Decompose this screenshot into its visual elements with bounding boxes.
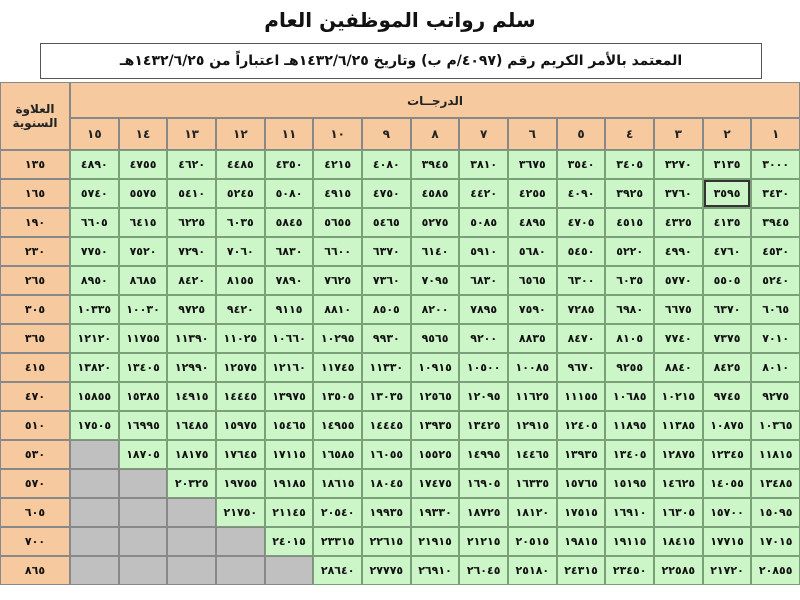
salary-cell[interactable]: ٥٧٤٠ [70,179,119,208]
salary-cell[interactable]: ١٧٠١٥ [751,527,800,556]
salary-cell[interactable]: ٦٦٠٠ [313,237,362,266]
salary-cell[interactable]: ٣٩٤٥ [411,150,460,179]
salary-cell[interactable]: ١٦٠٥٥ [362,440,411,469]
salary-cell[interactable]: ٥٧٧٠ [654,266,703,295]
salary-cell[interactable]: ٢٤٠١٥ [265,527,314,556]
salary-cell[interactable]: ٤٠٩٠ [557,179,606,208]
salary-cell[interactable]: ١٠٥٠٠ [459,353,508,382]
salary-cell[interactable]: ١٨٦١٥ [313,469,362,498]
salary-cell[interactable]: ١٢٩٩٠ [167,353,216,382]
salary-cell[interactable]: ١٤٦٢٥ [654,469,703,498]
salary-cell[interactable]: ١٣٥٠٥ [313,382,362,411]
salary-cell[interactable]: ٣٤٣٠ [751,179,800,208]
salary-cell[interactable]: ١٢٣٤٥ [703,440,752,469]
salary-cell[interactable]: ١٩٣٣٠ [411,498,460,527]
salary-cell[interactable]: ٧٥٢٠ [119,237,168,266]
salary-cell[interactable]: ٤٧٦٠ [703,237,752,266]
salary-cell[interactable]: ١٧٤٧٥ [411,469,460,498]
salary-cell[interactable]: ١١٣٩٠ [167,324,216,353]
salary-cell[interactable]: ٦٠٣٥ [605,266,654,295]
salary-cell[interactable]: ٥٤٦٥ [362,208,411,237]
salary-cell[interactable]: ٥٢٤٥ [216,179,265,208]
salary-cell[interactable]: ٢٢٥٨٥ [654,556,703,585]
salary-cell[interactable]: ١٣٤٨٥ [751,469,800,498]
allowance-cell[interactable]: ١٩٠ [0,208,70,237]
salary-cell[interactable]: ٢٢٦١٥ [362,527,411,556]
allowance-cell[interactable]: ٢٦٥ [0,266,70,295]
salary-cell[interactable]: ١٠٠٣٠ [119,295,168,324]
page-title: سلم رواتب الموظفين العام [264,8,536,32]
salary-cell[interactable]: ١٠٨٧٥ [703,411,752,440]
salary-cell[interactable]: ٢٣٣١٥ [313,527,362,556]
salary-cell[interactable]: ٤٨٩٥ [508,208,557,237]
salary-cell[interactable]: ١١٣٣٠ [362,353,411,382]
salary-cell[interactable]: ٣٤٠٥ [605,150,654,179]
salary-cell[interactable]: ٨٤٢٥ [703,353,752,382]
empty-cell[interactable] [119,469,168,498]
salary-cell[interactable]: ٧٥٩٠ [508,295,557,324]
salary-cell[interactable]: ٨١٠٥ [605,324,654,353]
grade-header-cell[interactable]: ٦ [508,118,557,150]
salary-cell[interactable]: ٨٢٠٠ [411,295,460,324]
grade-header-cell[interactable]: ١٢ [216,118,265,150]
salary-cell[interactable]: ٨٤٢٠ [167,266,216,295]
salary-cell[interactable]: ٢١٩١٥ [411,527,460,556]
allowance-cell[interactable]: ٥٧٠ [0,469,70,498]
salary-cell[interactable]: ١٢٥٦٥ [411,382,460,411]
salary-cell[interactable]: ١٣٩٣٥ [557,440,606,469]
salary-cell[interactable]: ١٣٤٢٥ [459,411,508,440]
salary-cell[interactable]: ١٤٩٩٥ [459,440,508,469]
salary-cell[interactable]: ١٦٥٨٥ [313,440,362,469]
grades-header[interactable]: الدرجــات [70,82,800,118]
salary-cell[interactable]: ١٢١٦٠ [265,353,314,382]
salary-cell[interactable]: ٦٦٧٥ [654,295,703,324]
salary-cell[interactable]: ٨٥٠٥ [362,295,411,324]
salary-cell[interactable]: ١٠٣٦٥ [751,411,800,440]
empty-cell[interactable] [265,556,314,585]
salary-cell[interactable]: ٢١٧٢٠ [703,556,752,585]
salary-cell[interactable]: ٢٤٣١٥ [557,556,606,585]
salary-cell[interactable]: ٤٧٥٠ [362,179,411,208]
salary-cell[interactable]: ٥٦٥٥ [313,208,362,237]
salary-cell[interactable]: ١٩١٨٥ [265,469,314,498]
salary-cell[interactable]: ٥٤١٠ [167,179,216,208]
allowance-cell[interactable]: ٣٦٥ [0,324,70,353]
salary-cell[interactable]: ١٣٤٠٥ [605,440,654,469]
salary-cell[interactable]: ٢١٢١٥ [459,527,508,556]
salary-cell[interactable]: ١٢١٢٠ [70,324,119,353]
salary-cell[interactable]: ٧٦٢٥ [313,266,362,295]
salary-cell[interactable]: ٦٤١٥ [119,208,168,237]
empty-cell[interactable] [119,527,168,556]
salary-cell[interactable]: ١١٧٤٥ [313,353,362,382]
salary-cell[interactable]: ٣٢٧٠ [654,150,703,179]
salary-cell[interactable]: ٤٦٢٠ [167,150,216,179]
grade-header-cell[interactable]: ٨ [411,118,460,150]
salary-cell[interactable]: ١٠٢١٥ [654,382,703,411]
salary-cell[interactable]: ١٣٠٣٥ [362,382,411,411]
salary-cell[interactable]: ٦٣٠٠ [557,266,606,295]
salary-cell[interactable]: ٣٦٧٥ [508,150,557,179]
salary-cell[interactable]: ٩٤٢٠ [216,295,265,324]
salary-cell[interactable]: ٥٠٨٠ [265,179,314,208]
salary-cell[interactable]: ٦٢٢٥ [167,208,216,237]
salary-cell[interactable]: ١٧٥١٥ [557,498,606,527]
salary-cell[interactable]: ٥٩١٠ [459,237,508,266]
allowance-cell[interactable]: ٥٣٠ [0,440,70,469]
salary-cell[interactable]: ١٤٩١٥ [167,382,216,411]
salary-cell[interactable]: ١٢٠٩٥ [459,382,508,411]
salary-cell[interactable]: ١٠٠٨٥ [508,353,557,382]
salary-cell[interactable]: ١٢٨٧٥ [654,440,703,469]
salary-cell[interactable]: ١١٠٢٥ [216,324,265,353]
salary-cell[interactable]: ١٤٩٥٥ [313,411,362,440]
salary-cell[interactable]: ٢٠٥٤٠ [313,498,362,527]
empty-cell[interactable] [167,527,216,556]
allowance-cell[interactable]: ٤١٥ [0,353,70,382]
salary-cell[interactable]: ٤٩١٥ [313,179,362,208]
salary-cell[interactable]: ٨٤٧٠ [557,324,606,353]
salary-cell[interactable]: ١٥٧٦٥ [557,469,606,498]
salary-cell[interactable]: ٩٧٤٥ [703,382,752,411]
salary-cell[interactable]: ٤٣٥٠ [265,150,314,179]
salary-cell[interactable]: ٢٦٩١٠ [411,556,460,585]
empty-cell[interactable] [119,498,168,527]
salary-cell[interactable]: ٩٦٧٠ [557,353,606,382]
salary-cell[interactable]: ٣٧٦٠ [654,179,703,208]
salary-cell[interactable]: ٨٨٣٥ [508,324,557,353]
salary-cell[interactable]: ٥٥٠٥ [703,266,752,295]
salary-cell[interactable]: ٥٢٢٠ [605,237,654,266]
salary-cell[interactable]: ٤٨٩٠ [70,150,119,179]
salary-cell[interactable]: ٥٢٧٥ [411,208,460,237]
salary-cell[interactable]: ٣١٣٥ [703,150,752,179]
salary-cell[interactable]: ١٠٦٦٠ [265,324,314,353]
salary-cell[interactable]: ٢٥١٨٠ [508,556,557,585]
grade-header-cell[interactable]: ١٥ [70,118,119,150]
salary-cell[interactable]: ١٦٩٩٥ [119,411,168,440]
salary-cell[interactable]: ١٦٣٠٥ [654,498,703,527]
salary-cell[interactable]: ١٩٨١٥ [557,527,606,556]
salary-cell[interactable]: ٦٨٣٠ [265,237,314,266]
salary-cell[interactable]: ١٢٥٧٥ [216,353,265,382]
allowance-cell[interactable]: ٣٠٥ [0,295,70,324]
salary-cell[interactable]: ١٥٠٩٥ [751,498,800,527]
salary-cell[interactable]: ٩٥٦٥ [411,324,460,353]
salary-cell[interactable]: ٤٤٨٥ [216,150,265,179]
salary-cell[interactable]: ٢٠٣٢٥ [167,469,216,498]
salary-cell[interactable]: ١٥٨٥٥ [70,382,119,411]
salary-cell[interactable]: ١٩٧٥٥ [216,469,265,498]
salary-cell[interactable]: ٦٨٣٠ [459,266,508,295]
salary-cell[interactable]: ٧٧٥٠ [70,237,119,266]
allowance-header[interactable] [0,82,70,150]
salary-cell[interactable]: ٧٨٩٥ [459,295,508,324]
salary-cell[interactable]: ١٨١٢٠ [508,498,557,527]
salary-cell[interactable]: ٣٥٩٥ [703,179,752,208]
salary-cell[interactable]: ٤١٣٥ [703,208,752,237]
salary-cell[interactable]: ١٠٣٣٥ [70,295,119,324]
salary-cell[interactable]: ٧٢٩٠ [167,237,216,266]
allowance-header-label: العلاوة السنوية [12,102,58,130]
salary-cell[interactable]: ٢٦٠٤٥ [459,556,508,585]
salary-cell[interactable]: ٢٣٤٥٠ [605,556,654,585]
salary-cell[interactable]: ١٨٧٠٥ [119,440,168,469]
salary-cell[interactable]: ٩٧٢٥ [167,295,216,324]
empty-cell[interactable] [167,556,216,585]
empty-cell[interactable] [70,556,119,585]
salary-cell[interactable]: ٥٠٨٥ [459,208,508,237]
salary-cell[interactable]: ١٢٩١٥ [508,411,557,440]
salary-cell[interactable]: ٨٠١٠ [751,353,800,382]
salary-cell[interactable]: ١٥٣٨٥ [119,382,168,411]
salary-cell[interactable]: ١١١٥٥ [557,382,606,411]
salary-cell[interactable]: ٧٠١٠ [751,324,800,353]
salary-cell[interactable]: ١٠٢٩٥ [313,324,362,353]
salary-cell[interactable]: ١٣٩٣٥ [411,411,460,440]
salary-cell[interactable]: ١٣٤٠٥ [119,353,168,382]
salary-cell[interactable]: ٥٨٤٥ [265,208,314,237]
salary-cell[interactable]: ١٩١١٥ [605,527,654,556]
allowance-cell[interactable]: ١٦٥ [0,179,70,208]
salary-cell[interactable]: ٨٨١٠ [313,295,362,324]
salary-cell[interactable]: ٥٥٧٥ [119,179,168,208]
grade-header-cell[interactable]: ٧ [459,118,508,150]
salary-cell[interactable]: ٧٠٩٥ [411,266,460,295]
salary-cell[interactable]: ١٤٤٦٥ [508,440,557,469]
salary-cell[interactable]: ٣٩٢٥ [605,179,654,208]
salary-cell[interactable]: ٧٠٦٠ [216,237,265,266]
salary-cell[interactable]: ٥٤٥٠ [557,237,606,266]
salary-cell[interactable]: ٤٣٢٥ [654,208,703,237]
empty-cell[interactable] [216,556,265,585]
salary-cell[interactable]: ٧٢٨٥ [557,295,606,324]
empty-cell[interactable] [70,527,119,556]
salary-cell[interactable]: ٢١٧٥٠ [216,498,265,527]
empty-cell[interactable] [119,556,168,585]
salary-cell[interactable]: ٢١١٤٥ [265,498,314,527]
salary-cell[interactable]: ١٢٤٠٥ [557,411,606,440]
salary-cell[interactable]: ١٤٤٤٥ [216,382,265,411]
salary-cell[interactable]: ٦٣٧٠ [362,237,411,266]
salary-cell[interactable]: ٢٧٧٧٥ [362,556,411,585]
salary-cell[interactable]: ١٥١٩٥ [605,469,654,498]
grade-header-cell[interactable]: ١٤ [119,118,168,150]
salary-cell[interactable]: ١١٨٩٥ [605,411,654,440]
grade-number-row [70,118,800,150]
grade-header-cell[interactable]: ١ [751,118,800,150]
salary-cell[interactable]: ٦٠٣٥ [216,208,265,237]
salary-cell[interactable]: ٦٩٨٠ [605,295,654,324]
salary-cell[interactable]: ١٨٤١٥ [654,527,703,556]
salary-cell[interactable]: ٦٠٦٥ [751,295,800,324]
salary-cell[interactable]: ١٦٩١٠ [605,498,654,527]
salary-cell[interactable]: ١٤٤٤٥ [362,411,411,440]
salary-cell[interactable]: ١٧٧١٥ [703,527,752,556]
salary-cell[interactable]: ٢٨٦٤٠ [313,556,362,585]
salary-cell[interactable]: ١٧١١٥ [265,440,314,469]
salary-cell[interactable]: ٨٨٤٠ [654,353,703,382]
grade-header-cell[interactable]: ١٠ [313,118,362,150]
allowance-cell[interactable]: ٦٠٥ [0,498,70,527]
grade-header-cell[interactable]: ٩ [362,118,411,150]
decree-subtitle: المعتمد بالأمر الكريم رقم (٤٠٩٧/م ب) وتاريخ ١٤٣٢/٦/٢٥هـ اعتباراً من ١٤٣٢/٦/٢٥هـ [40,43,762,79]
salary-cell[interactable]: ١٨٧٢٥ [459,498,508,527]
allowance-cell[interactable]: ٥١٠ [0,411,70,440]
salary-grid [0,150,800,600]
grade-header-cell[interactable]: ٢ [703,118,752,150]
salary-cell[interactable]: ٦٥٦٥ [508,266,557,295]
salary-cell[interactable]: ١٨١٧٥ [167,440,216,469]
allowance-cell[interactable]: ٢٣٠ [0,237,70,266]
salary-cell[interactable]: ٧٣٧٥ [703,324,752,353]
salary-cell[interactable]: ١١٧٥٥ [119,324,168,353]
salary-cell[interactable]: ١١٦٢٥ [508,382,557,411]
empty-cell[interactable] [70,469,119,498]
salary-cell[interactable]: ١٩٩٣٥ [362,498,411,527]
salary-cell[interactable]: ٨١٥٥ [216,266,265,295]
salary-cell[interactable]: ٩٢٧٥ [751,382,800,411]
allowance-cell[interactable]: ٨٦٥ [0,556,70,585]
salary-cell[interactable]: ١٦٤٨٥ [167,411,216,440]
salary-cell[interactable]: ٤٥٨٥ [411,179,460,208]
grade-header-cell[interactable]: ٥ [557,118,606,150]
grade-header-cell[interactable]: ١١ [265,118,314,150]
empty-cell[interactable] [167,498,216,527]
salary-cell[interactable]: ٧٧٤٠ [654,324,703,353]
salary-cell[interactable]: ٤٠٨٠ [362,150,411,179]
salary-cell[interactable]: ٦١٤٠ [411,237,460,266]
empty-cell[interactable] [216,527,265,556]
grade-header-cell[interactable]: ٤ [605,118,654,150]
salary-cell[interactable]: ١٧٥٠٥ [70,411,119,440]
salary-cell[interactable]: ٩٢٠٠ [459,324,508,353]
salary-cell[interactable]: ١٦٩٠٥ [459,469,508,498]
empty-cell[interactable] [70,440,119,469]
salary-cell[interactable]: ٨٦٨٥ [119,266,168,295]
salary-cell[interactable]: ٩٢٥٥ [605,353,654,382]
salary-cell[interactable]: ٤٧٠٥ [557,208,606,237]
salary-cell[interactable]: ١٥٩٧٥ [216,411,265,440]
allowance-cell[interactable]: ١٣٥ [0,150,70,179]
salary-cell[interactable]: ١٣٨٢٠ [70,353,119,382]
salary-cell[interactable]: ٤٤٢٠ [459,179,508,208]
salary-cell[interactable]: ١٧٦٤٥ [216,440,265,469]
salary-cell[interactable]: ٣٨١٠ [459,150,508,179]
salary-cell[interactable]: ١٥٧٠٠ [703,498,752,527]
salary-cell[interactable]: ٧٣٦٠ [362,266,411,295]
empty-cell[interactable] [70,498,119,527]
salary-cell[interactable]: ٧٨٩٠ [265,266,314,295]
salary-cell[interactable]: ٤٥١٥ [605,208,654,237]
salary-cell[interactable]: ٣٥٤٠ [557,150,606,179]
salary-cell[interactable]: ١١٣٨٥ [654,411,703,440]
salary-cell[interactable]: ٢٠٥١٥ [508,527,557,556]
salary-cell[interactable]: ٩٩٣٠ [362,324,411,353]
salary-cell[interactable]: ١٥٤٦٥ [265,411,314,440]
salary-cell[interactable]: ٤٢١٥ [313,150,362,179]
salary-cell[interactable]: ١٦٣٣٥ [508,469,557,498]
grade-header-cell[interactable]: ١٣ [167,118,216,150]
salary-cell[interactable]: ٩١١٥ [265,295,314,324]
salary-cell[interactable]: ٦٦٠٥ [70,208,119,237]
salary-cell[interactable]: ٢٠٨٥٥ [751,556,800,585]
salary-cell[interactable]: ٤٥٣٠ [751,237,800,266]
salary-cell[interactable]: ٤٩٩٠ [654,237,703,266]
allowance-cell[interactable]: ٧٠٠ [0,527,70,556]
salary-cell[interactable]: ٨٩٥٠ [70,266,119,295]
salary-cell[interactable]: ١٠٩١٥ [411,353,460,382]
salary-cell[interactable]: ٦٣٧٠ [703,295,752,324]
salary-cell[interactable]: ٥٦٨٠ [508,237,557,266]
salary-cell[interactable]: ٣٩٤٥ [751,208,800,237]
salary-cell[interactable]: ٤٧٥٥ [119,150,168,179]
salary-cell[interactable]: ٥٢٤٠ [751,266,800,295]
salary-cell[interactable]: ٤٢٥٥ [508,179,557,208]
salary-cell[interactable]: ١٨٠٤٥ [362,469,411,498]
salary-table [0,82,800,600]
salary-cell[interactable]: ١٥٥٢٥ [411,440,460,469]
salary-cell[interactable]: ١٠٦٨٥ [605,382,654,411]
grade-header-cell[interactable]: ٣ [654,118,703,150]
salary-cell[interactable]: ٣٠٠٠ [751,150,800,179]
salary-cell[interactable]: ١٣٩٧٥ [265,382,314,411]
salary-cell[interactable]: ١٤٠٥٥ [703,469,752,498]
allowance-cell[interactable]: ٤٧٠ [0,382,70,411]
salary-cell[interactable]: ١١٨١٥ [751,440,800,469]
